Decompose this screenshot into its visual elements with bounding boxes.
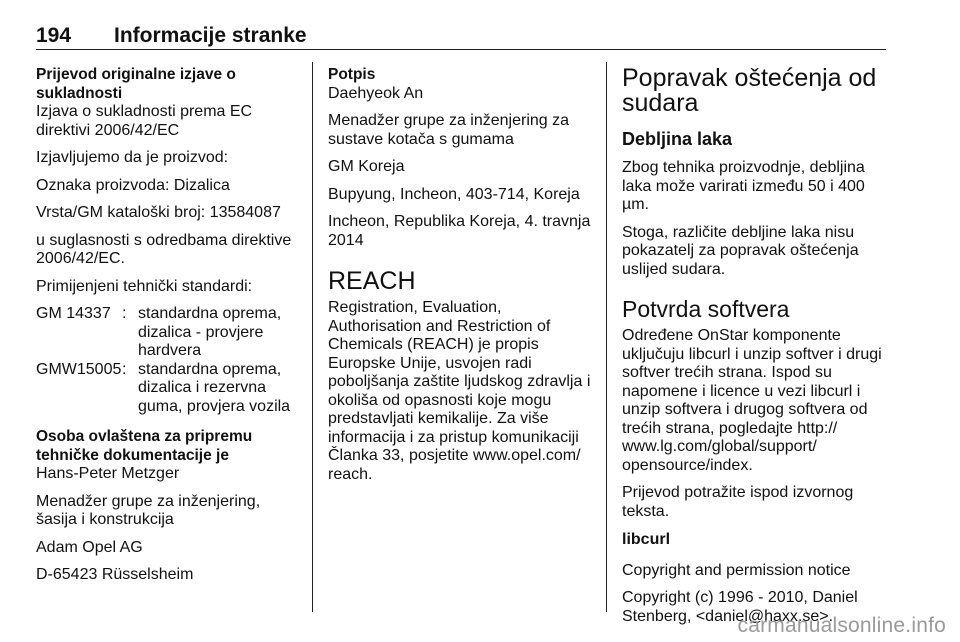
declaration-heading: Prijevod originalne izjave o sukladnosti <box>36 66 236 102</box>
authorized-person-heading: Osoba ovlaštena za pripremu tehničke dokumentacije je <box>36 428 253 464</box>
paragraph: Hans-Peter Metzger <box>36 465 180 482</box>
table-row <box>36 305 298 361</box>
paragraph: Određene OnStar komponente uključuju libcurl i unzip softver i drugi softver trećih strana. Ispod su napomene i licence u vezi libcurl i unzip softvera i drugog softvera od trećih strana, pogledajte http:// www.lg.com/global/support/ opensource/index. <box>622 327 882 474</box>
paragraph: Menadžer grupe za inženjering, šasija i konstrukcija <box>36 492 261 528</box>
paragraph: D-65423 Rüsselsheim <box>36 566 194 583</box>
paragraph: Adam Opel AG <box>36 538 143 556</box>
watermark: carmanualsonline.info <box>737 614 946 637</box>
column-divider-1 <box>312 62 313 612</box>
standard-code: GMW15005 <box>36 360 122 378</box>
software-heading: Potvrda softvera <box>622 296 790 322</box>
header-rule <box>36 49 886 50</box>
standards-table <box>36 305 298 416</box>
column-1 <box>36 66 298 594</box>
paragraph: Stoga, različite debljine laka nisu pokazatelj za popravak oštećenja uslijed sudara. <box>622 223 859 278</box>
paragraph: Prijevod potražite ispod izvornog teksta. <box>622 484 854 520</box>
page-title: Informacije stranke <box>114 24 307 47</box>
paragraph: Izjava o sukladnosti prema EC direktivi 2006/42/EC <box>36 103 253 139</box>
standard-separator: : <box>122 360 127 378</box>
reach-paragraph: Registration, Evaluation, Authorisation and Restriction of Chemicals (REACH) je propis Europske Unije, usvojen radi poboljšanja zaštite ljudskog zdravlja i okoliša od opasnosti koje mogu predstavljati kemikalije. Za više informacija i za pristup komunikaciji Članka 33, posjetite www.opel.com/ reach. <box>328 299 591 483</box>
paragraph: Daehyeok An <box>328 84 424 102</box>
paragraph: Izjavljujemo da je proizvod: <box>36 149 229 166</box>
paragraph: Vrsta/GM kataloški broj: 13584087 <box>36 204 281 221</box>
column-2 <box>328 66 594 493</box>
collision-repair-heading: Popravak oštećenja od sudara <box>622 64 877 117</box>
signature-heading: Potpis <box>328 66 376 83</box>
table-row <box>36 361 298 417</box>
paragraph: Menadžer grupe za inženjering za sustave kotača s gumama <box>328 112 570 148</box>
paragraph: Copyright (c) 1996 - 2010, Daniel Stenberg, <daniel@haxx.se>. <box>622 589 858 625</box>
paragraph: Bupyung, Incheon, 403-714, Koreja <box>328 185 580 203</box>
paint-thickness-heading: Debljina laka <box>622 129 733 149</box>
standard-separator: : <box>122 305 127 322</box>
paragraph: Primijenjeni tehnički standardi: <box>36 277 253 295</box>
paragraph: Oznaka proizvoda: Dizalica <box>36 176 230 194</box>
libcurl-heading: libcurl <box>622 531 671 548</box>
paragraph: GM Koreja <box>328 158 405 175</box>
paragraph: u suglasnosti s odredbama direktive 2006/42/EC. <box>36 231 292 267</box>
standard-description: standardna oprema, dizalica i rezervna guma, provjera vozila <box>138 360 291 415</box>
column-3 <box>622 66 886 626</box>
standard-description: standardna oprema, dizalica - provjere hardvera <box>138 305 282 359</box>
column-divider-2 <box>606 62 607 612</box>
standard-code: GM 14337 <box>36 305 111 322</box>
page-header <box>36 18 886 50</box>
page-number: 194 <box>36 24 72 47</box>
paragraph: Copyright and permission notice <box>622 561 851 579</box>
reach-heading: REACH <box>328 267 416 295</box>
paragraph: Incheon, Republika Koreja, 4. travnja 2014 <box>328 213 591 249</box>
paragraph: Zbog tehnika proizvodnje, debljina laka može varirati između 50 i 400 µm. <box>622 159 865 213</box>
